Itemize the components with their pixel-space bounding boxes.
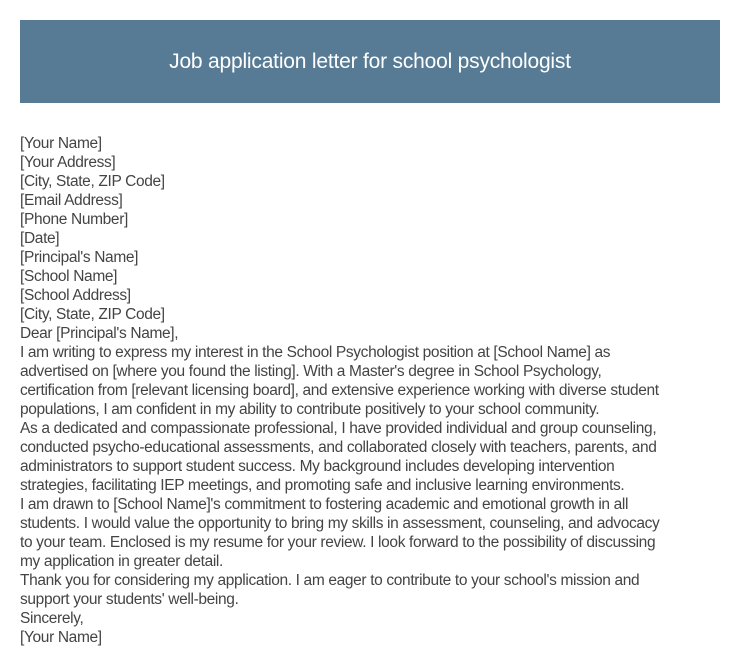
text-line: students. I would value the opportunity to bring my skills in assessment, counseling, and advocacy bbox=[20, 515, 660, 532]
paragraph-thanks bbox=[20, 571, 725, 609]
letter-date: [Date] bbox=[20, 230, 60, 247]
text-line: conducted psycho-educational assessments, and collaborated closely with teachers, parents, and bbox=[20, 439, 657, 456]
salutation: Dear [Principal's Name], bbox=[20, 325, 179, 342]
sender-email: [Email Address] bbox=[20, 192, 123, 209]
recipient-block bbox=[20, 248, 725, 324]
text-line: to your team. Enclosed is my resume for your review. I look forward to the possibility of discussing bbox=[20, 534, 656, 551]
text-line: Thank you for considering my application. I am eager to contribute to your school's mission and bbox=[20, 572, 640, 589]
text-line: populations, I am confident in my ability to contribute positively to your school community. bbox=[20, 401, 600, 418]
text-line: certification from [relevant licensing board], and extensive experience working with diverse student bbox=[20, 382, 659, 399]
page-header bbox=[20, 20, 720, 103]
recipient-address: [School Address] bbox=[20, 287, 131, 304]
paragraph-intro bbox=[20, 343, 725, 419]
paragraph-experience bbox=[20, 419, 725, 495]
sender-address: [Your Address] bbox=[20, 154, 116, 171]
letter-body bbox=[20, 134, 725, 647]
text-line: As a dedicated and compassionate professional, I have provided individual and group counseling, bbox=[20, 420, 657, 437]
text-line: administrators to support student success. My background includes developing intervention bbox=[20, 458, 615, 475]
text-line: strategies, facilitating IEP meetings, and promoting safe and inclusive learning environments. bbox=[20, 477, 625, 494]
text-line: support your students' well-being. bbox=[20, 591, 239, 608]
sender-name: [Your Name] bbox=[20, 135, 102, 152]
closing: Sincerely, bbox=[20, 610, 84, 627]
page-title: Job application letter for school psychologist bbox=[169, 49, 571, 73]
recipient-school: [School Name] bbox=[20, 268, 118, 285]
text-line: I am writing to express my interest in the School Psychologist position at [School Name] as bbox=[20, 344, 611, 361]
signature: [Your Name] bbox=[20, 629, 102, 646]
sender-block bbox=[20, 134, 725, 248]
paragraph-motivation bbox=[20, 495, 725, 571]
sender-phone: [Phone Number] bbox=[20, 211, 128, 228]
recipient-name: [Principal's Name] bbox=[20, 249, 139, 266]
text-line: I am drawn to [School Name]'s commitment to fostering academic and emotional growth in all bbox=[20, 496, 629, 513]
text-line: advertised on [where you found the listing]. With a Master's degree in School Psychology, bbox=[20, 363, 602, 380]
text-line: my application in greater detail. bbox=[20, 553, 223, 570]
sender-city: [City, State, ZIP Code] bbox=[20, 173, 165, 190]
recipient-city: [City, State, ZIP Code] bbox=[20, 306, 165, 323]
